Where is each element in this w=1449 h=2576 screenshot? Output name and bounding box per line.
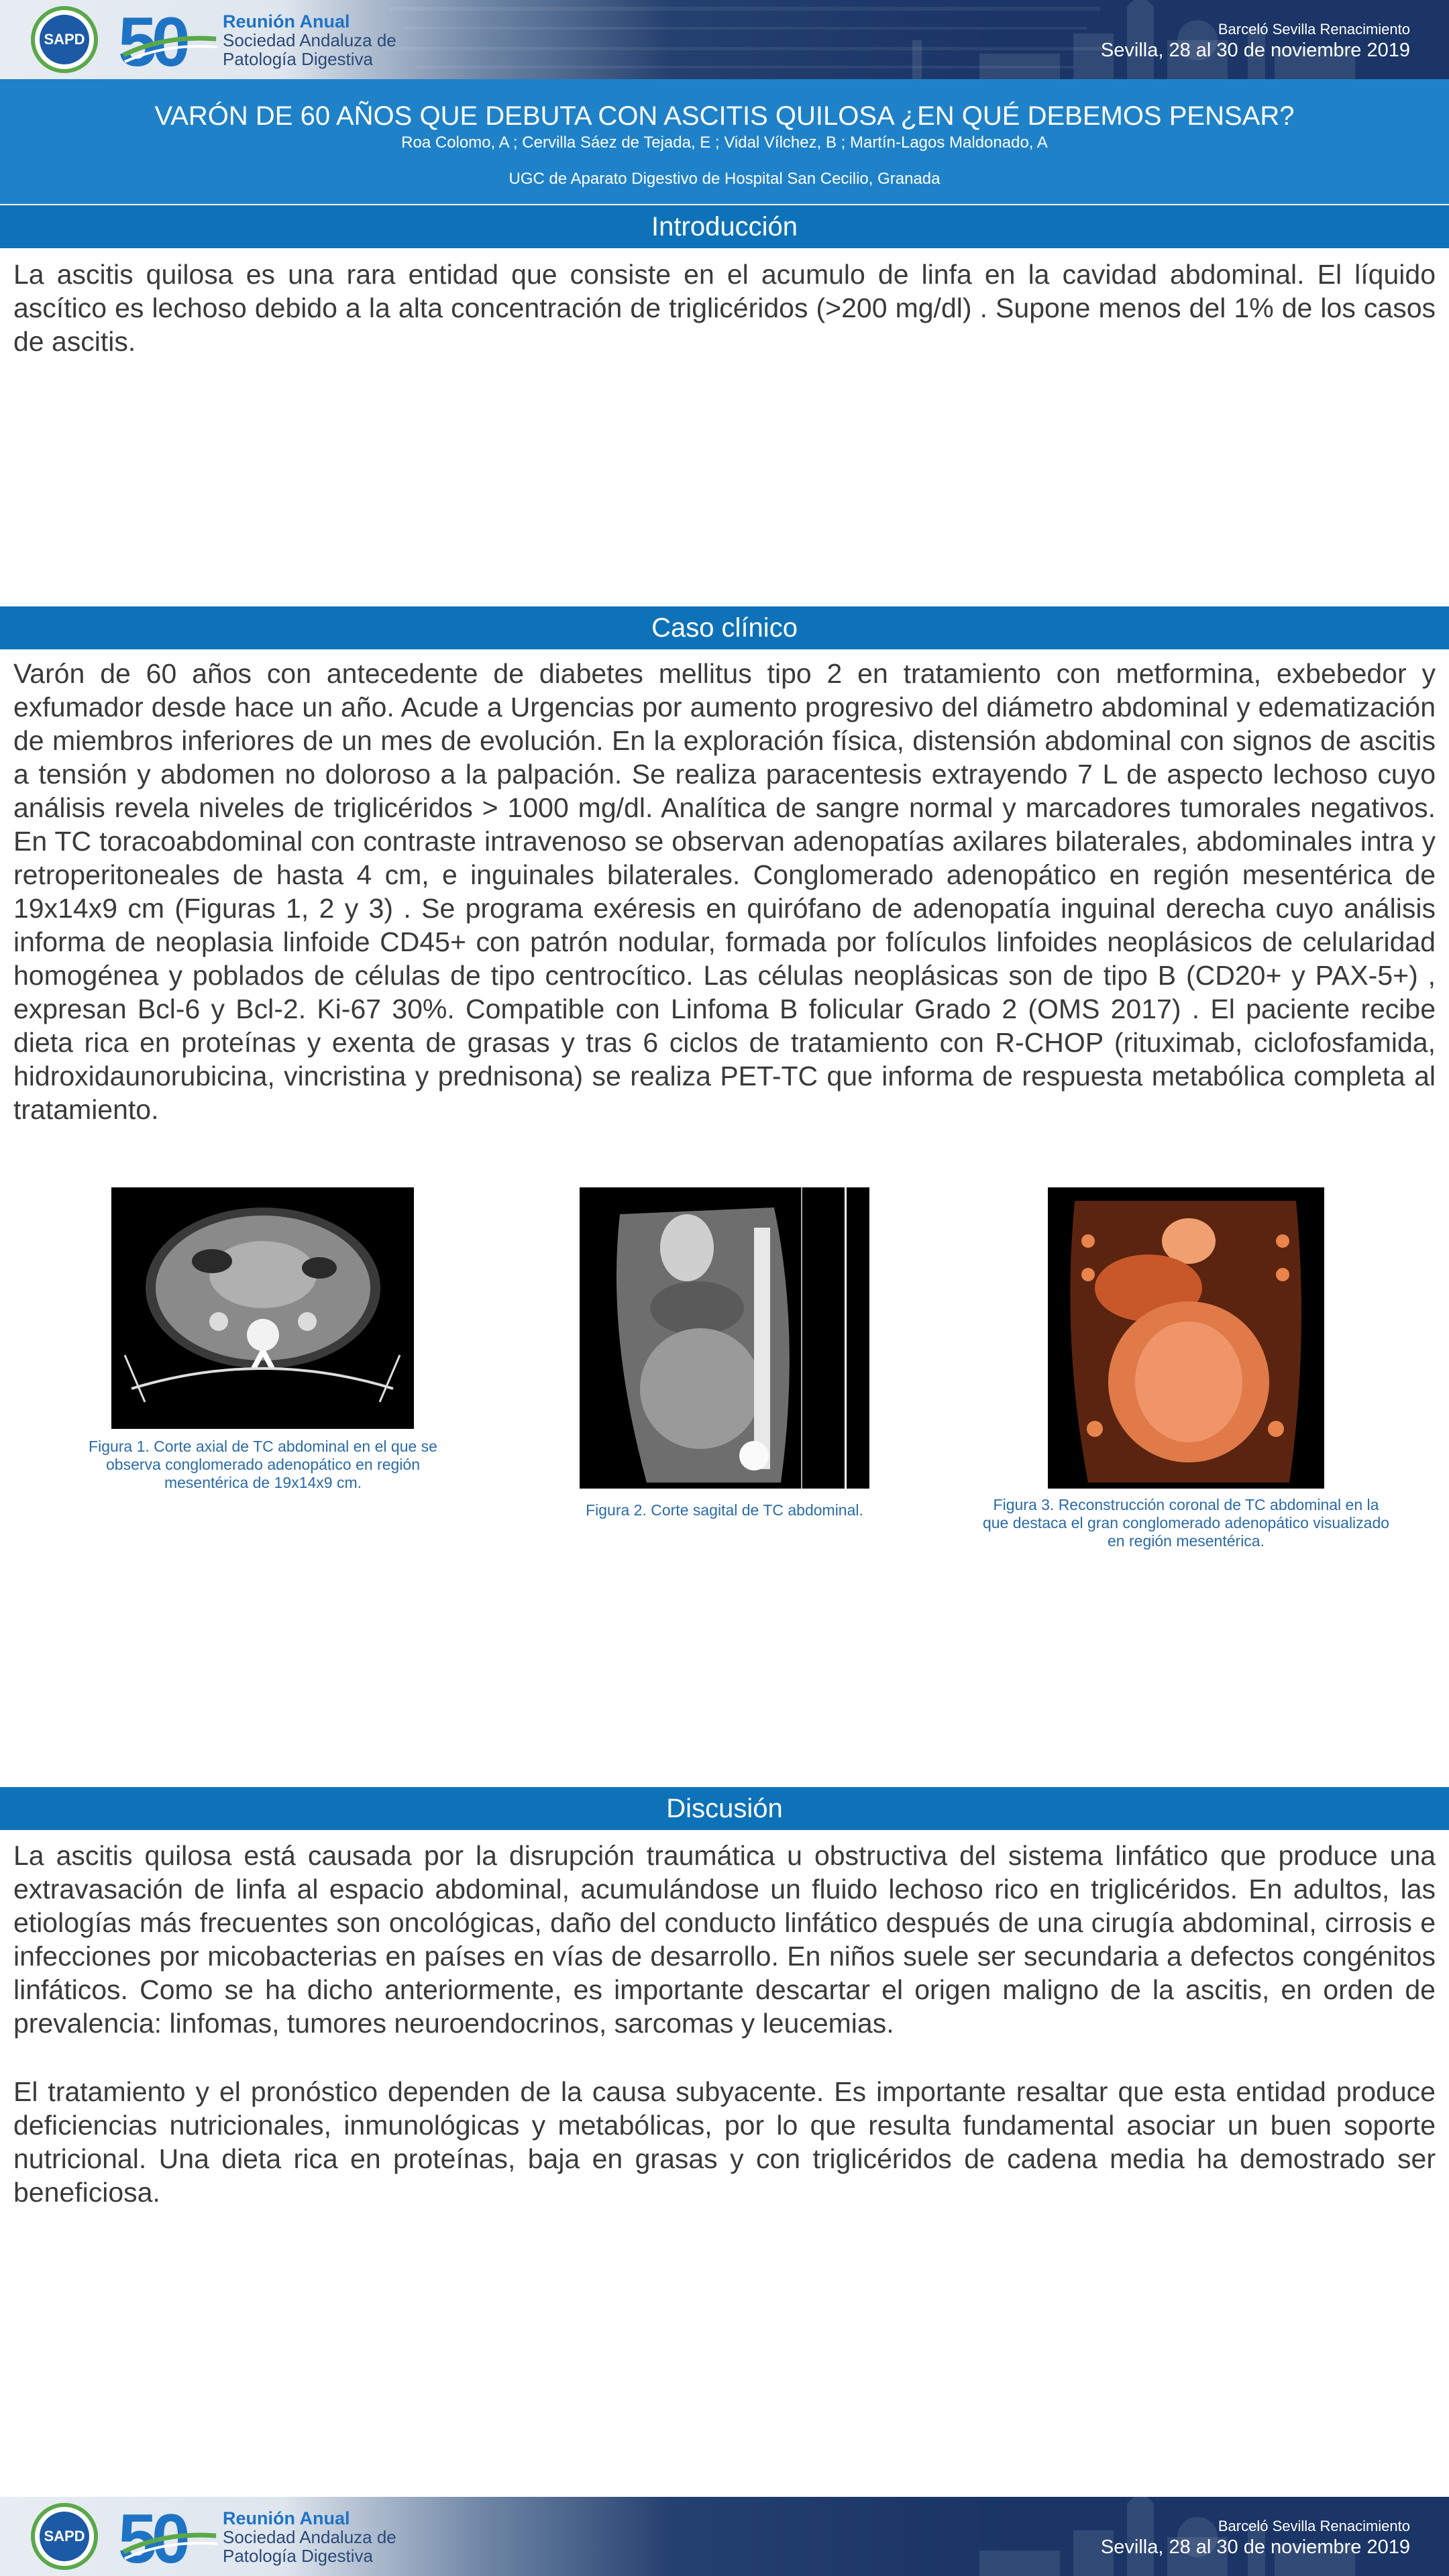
venue-dates: Sevilla, 28 al 30 de noviembre 2019 <box>1100 40 1410 61</box>
section-heading-introduccion: Introducción <box>0 205 1449 248</box>
venue-hotel: Barceló Sevilla Renacimiento <box>1218 21 1410 38</box>
svg-text:50: 50 <box>118 8 185 72</box>
figure-3-caption: Figura 3. Reconstrucción coronal de TC abdominal en la que destaca el gran conglomerado adenopático visualizado en región mesentérica. <box>982 1496 1390 1550</box>
poster-authors: Roa Colomo, A ; Cervilla Sáez de Tejada, E ; Vidal Vílchez, B ; Martín-Lagos Maldonado, A <box>401 133 1048 152</box>
sapd-logo-bottom <box>31 2503 98 2570</box>
event-name <box>223 12 396 68</box>
bottom-banner <box>0 2497 1449 2576</box>
figure-3-coronal-ct-image <box>1048 1187 1324 1489</box>
figure-2-sagittal-ct-image <box>580 1187 869 1489</box>
poster-title: VARÓN DE 60 AÑOS QUE DEBUTA CON ASCITIS QUILOSA ¿EN QUÉ DEBEMOS PENSAR? <box>154 101 1295 131</box>
venue-info-bottom <box>1101 2517 1410 2559</box>
event-name-bottom <box>223 2509 396 2565</box>
poster-affiliation: UGC de Aparato Digestivo de Hospital San Cecilio, Granada <box>508 170 941 188</box>
discussion-paragraph-1: La ascitis quilosa está causada por la disrupción traumática u obstructiva del sistema linfático que produce una extravasación de linfa al espacio abdominal, acumulándose un fluido lechoso rico en triglicéridos. En adultos, las etiologías más frecuentes son oncológicas, daño del conducto linfático después de una cirugía abdominal, cirrosis e infecciones por micobacterias en países en vías de desarrollo. En niños suele ser secundaria a defectos congénitos linfáticos. Como se ha dicho anteriormente, es importante descartar el origen maligno de la ascitis, en orden de prevalencia: linfomas, tumores neuroendocrinos, sarcomas y leucemias. <box>13 1840 1436 2039</box>
venue-info <box>1101 20 1410 62</box>
venue-dates-bottom: Sevilla, 28 al 30 de noviembre 2019 <box>1100 2536 1410 2558</box>
figure-1-caption: Figura 1. Corte axial de TC abdominal en el que se observa conglomerado adenopático en región mesentérica de 19x14x9 cm. <box>89 1438 437 1491</box>
section-heading-caso-clinico: Caso clínico <box>0 606 1449 649</box>
figure-2-caption: Figura 2. Corte sagital de TC abdominal. <box>586 1501 863 1519</box>
case-paragraph: Varón de 60 años con antecedente de diabetes mellitus tipo 2 en tratamiento con metformina, exbebedor y exfumador desde hace un año. Acude a Urgencias por aumento progresivo del diámetro abdominal y edematización de miembros inferiores de un mes de evolución. En la exploración física, distensión abdominal con signos de ascitis a tensión y abdomen no doloroso a la palpación. Se realiza paracentesis extrayendo 7 L de aspecto lechoso cuyo análisis revela niveles de triglicéridos > 1000 mg/dl. Analítica de sangre normal y marcadores tumorales negativos. En TC toracoabdominal con contraste intravenoso se observan adenopatías axilares bilaterales, abdominales intra y retroperitoneales de hasta 4 cm, e inguinales bilaterales. Conglomerado adenopático en región mesentérica de 19x14x9 cm (Figuras 1, 2 y 3) . Se programa exéresis en quirófano de adenopatía inguinal derecha cuyo análisis informa de neoplasia linfoide CD45+ con patrón nodular, formada por folículos linfoides neoplásicos de celularidad homogénea y poblados de células de tipo centrocítico. Las células neoplásicas son de tipo B (CD20+ y PAX-5+) , expresan Bcl-6 y Bcl-2. Ki-67 30%. Compatible con Linfoma B folicular Grado 2 (OMS 2017) . El paciente recibe dieta rica en proteínas y exenta de grasas y tras 6 ciclos de tratamiento con R-CHOP (rituximab, ciclofosfamida, hidroxidaunorubicina, vincristina y prednisona) se realiza PET-TC que informa de respuesta metabólica completa al tratamiento. <box>13 658 1436 1125</box>
fifty-anniversary-logo <box>118 8 219 72</box>
venue-hotel-bottom: Barceló Sevilla Renacimiento <box>1218 2518 1410 2534</box>
event-name-line2: Sociedad Andaluza de <box>223 30 396 50</box>
event-name-line1-bottom: Reunión Anual <box>223 2508 350 2528</box>
event-name-line3-bottom: Patología Digestiva <box>223 2546 374 2566</box>
intro-paragraph: La ascitis quilosa es una rara entidad que consiste en el acumulo de linfa en la cavidad abdominal. El líquido ascítico es lechoso debido a la alta concentración de triglicéridos (>200 mg/dl) . Supone menos del 1% de los casos de ascitis. <box>13 259 1436 357</box>
fifty-anniversary-logo-bottom <box>118 2505 219 2569</box>
top-banner <box>0 0 1449 79</box>
figure-1-axial-ct-image <box>111 1187 414 1429</box>
svg-text:50: 50 <box>118 2505 185 2569</box>
sapd-logo-text: SAPD <box>40 15 89 64</box>
discussion-paragraph-2: El tratamiento y el pronóstico dependen de la causa subyacente. Es importante resaltar que esta entidad produce deficiencias nutricionales, inmunológicas y metabólicas, por lo que resulta fundamental asociar un buen soporte nutricional. Una dieta rica en proteínas, baja en grasas y con triglicéridos de cadena media ha demostrado ser beneficiosa. <box>13 2076 1436 2208</box>
event-name-line3: Patología Digestiva <box>223 49 374 69</box>
poster-header <box>0 79 1449 204</box>
event-name-line2-bottom: Sociedad Andaluza de <box>223 2527 396 2547</box>
event-name-line1: Reunión Anual <box>223 11 350 32</box>
section-heading-discusion: Discusión <box>0 1787 1449 1830</box>
sapd-logo <box>31 6 98 73</box>
sapd-logo-text-bottom: SAPD <box>40 2512 89 2561</box>
